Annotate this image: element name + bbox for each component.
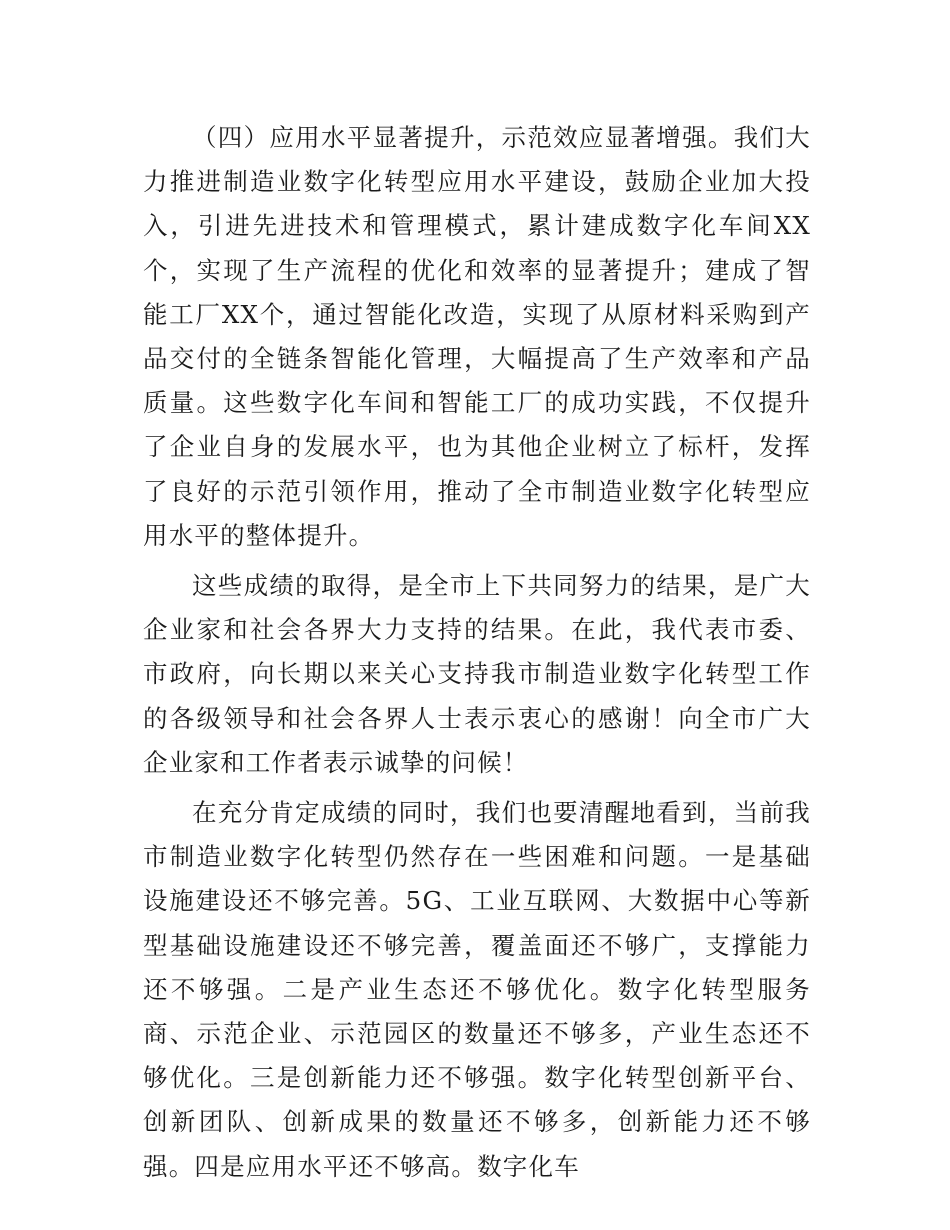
paragraph-application-level: （四）应用水平显著提升，示范效应显著增强。我们大力推进制造业数字化转型应用水平建设，鼓励企业加大投入，引进先进技术和管理模式，累计建成数字化车间XX个，实现了生产流程的优化和效率的显著提升；建成了智能工厂XX个，通过智能化改造，实现了从原材料采购到产品交付的全链条智能化管理，大幅提高了生产效率和产品质量。这些数字化车间和智能工厂的成功实践，不仅提升了企业自身的发展水平，也为其他企业树立了标杆，发挥了良好的示范引领作用，推动了全市制造业数字化转型应用水平的整体提升。 [143, 123, 811, 550]
document-body [143, 116, 811, 1195]
paragraph-problems: 在充分肯定成绩的同时，我们也要清醒地看到，当前我市制造业数字化转型仍然存在一些困难和问题。一是基础设施建设还不够完善。5G、工业互联网、大数据中心等新型基础设施建设还不够完善，覆盖面还不够广，支撑能力还不够强。二是产业生态还不够优化。数字化转型服务商、示范企业、示范园区的数量还不够多，产业生态还不够优化。三是创新能力还不够强。数字化转型创新平台、创新团队、创新成果的数量还不够多，创新能力还不够强。四是应用水平还不够高。数字化车 [143, 798, 811, 1181]
paragraph-acknowledgement: 这些成绩的取得，是全市上下共同努力的结果，是广大企业家和社会各界大力支持的结果。在此，我代表市委、市政府，向长期以来关心支持我市制造业数字化转型工作的各级领导和社会各界人士表示衷心的感谢！向全市广大企业家和工作者表示诚挚的问候！ [143, 571, 811, 777]
